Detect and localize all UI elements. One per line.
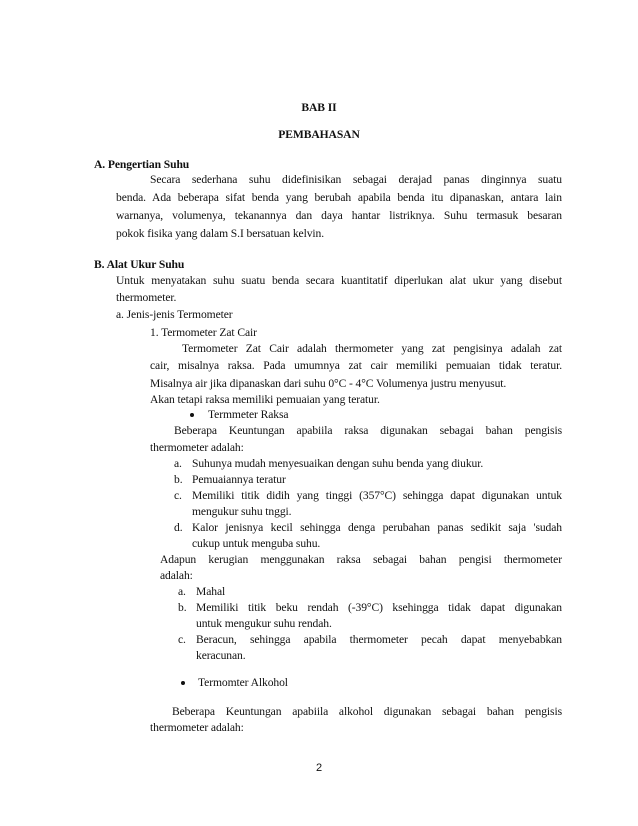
list-item-text: Memiliki titik didih yang tinggi (357°C) sehingga dapat digunakan untuk: [192, 489, 562, 502]
list-label: a.: [178, 585, 186, 598]
list-label: b.: [178, 601, 187, 614]
list-label: c.: [174, 489, 182, 502]
section-b-heading: B. Alat Ukur Suhu: [94, 258, 185, 271]
section-b-intro-line: thermometer.: [116, 291, 177, 304]
section-a-heading: A. Pengertian Suhu: [94, 158, 190, 171]
list-item-text: Memiliki titik beku rendah (-39°C) ksehingga tidak dapat digunakan: [196, 601, 562, 614]
list-item-text: untuk mengukur suhu rendah.: [196, 617, 332, 630]
item-title: 1. Termometer Zat Cair: [150, 326, 257, 339]
item-paragraph-line: Termometer Zat Cair adalah thermometer yang zat pengisinya adalah zat: [182, 342, 562, 355]
disadvantage-intro-line: Adapun kerugian menggunakan raksa sebagai bahan pengisi thermometer: [160, 553, 562, 566]
disadvantage-intro-line: adalah:: [160, 569, 193, 582]
list-item-text: Beracun, sehingga apabila thermometer pecah dapat menyebabkan: [196, 633, 562, 646]
list-item-text: mengukur suhu tnggi.: [192, 505, 292, 518]
chapter-subtitle: PEMBAHASAN: [278, 128, 360, 141]
bullet-title: Termomter Alkohol: [198, 676, 288, 689]
list-label: a.: [174, 457, 182, 470]
list-label: d.: [174, 521, 183, 534]
section-a-line: pokok fisika yang dalam S.I bersatuan kelvin.: [116, 227, 325, 240]
subsection-heading: a. Jenis-jenis Termometer: [116, 308, 233, 321]
raksa-intro-line: thermometer adalah:: [150, 441, 244, 454]
section-a-line: Secara sederhana suhu didefinisikan sebagai derajad panas dinginnya suatu: [150, 173, 562, 186]
list-item-text: keracunan.: [196, 649, 246, 662]
list-item-text: Suhunya mudah menyesuaikan dengan suhu benda yang diukur.: [192, 457, 484, 470]
bullet-icon: [181, 681, 185, 685]
bullet-title: Termmeter Raksa: [208, 408, 289, 421]
list-item-text: Kalor jenisnya kecil sehingga denga perubahan panas sedikit saja 'sudah: [192, 521, 562, 534]
section-a-line: warnanya, volumenya, tekanannya dan daya hantar listriknya. Suhu termasuk besaran: [116, 209, 562, 222]
bullet-icon: [190, 413, 194, 417]
item-paragraph-line: Misalnya air jika dipanaskan dari suhu 0°C - 4°C Volumenya justru menyusut.: [150, 377, 507, 390]
list-label: c.: [178, 633, 186, 646]
chapter-title: BAB II: [301, 101, 337, 114]
page-number: 2: [315, 762, 323, 774]
list-item-text: Pemuaiannya teratur: [192, 473, 286, 486]
alkohol-intro-line: thermometer adalah:: [150, 721, 244, 734]
section-b-intro-line: Untuk menyatakan suhu suatu benda secara kuantitatif diperlukan alat ukur yang disebut: [116, 274, 562, 287]
raksa-intro-line: Beberapa Keuntungan apabiila raksa digunakan sebagai bahan pengisis: [174, 424, 562, 437]
item-paragraph-line: cair, misalnya raksa. Pada umumnya zat cair memiliki pemuaian tidak teratur.: [150, 359, 562, 372]
alkohol-intro-line: Beberapa Keuntungan apabiila alkohol digunakan sebagai bahan pengisis: [172, 705, 562, 718]
item-paragraph-line: Akan tetapi raksa memiliki pemuaian yang teratur.: [150, 393, 380, 406]
list-label: b.: [174, 473, 183, 486]
list-item-text: Mahal: [196, 585, 226, 598]
section-a-line: benda. Ada beberapa sifat benda yang berubah apabila benda itu dipanaskan, antara lain: [116, 191, 562, 204]
list-item-text: cukup untuk menguba suhu.: [192, 537, 321, 550]
